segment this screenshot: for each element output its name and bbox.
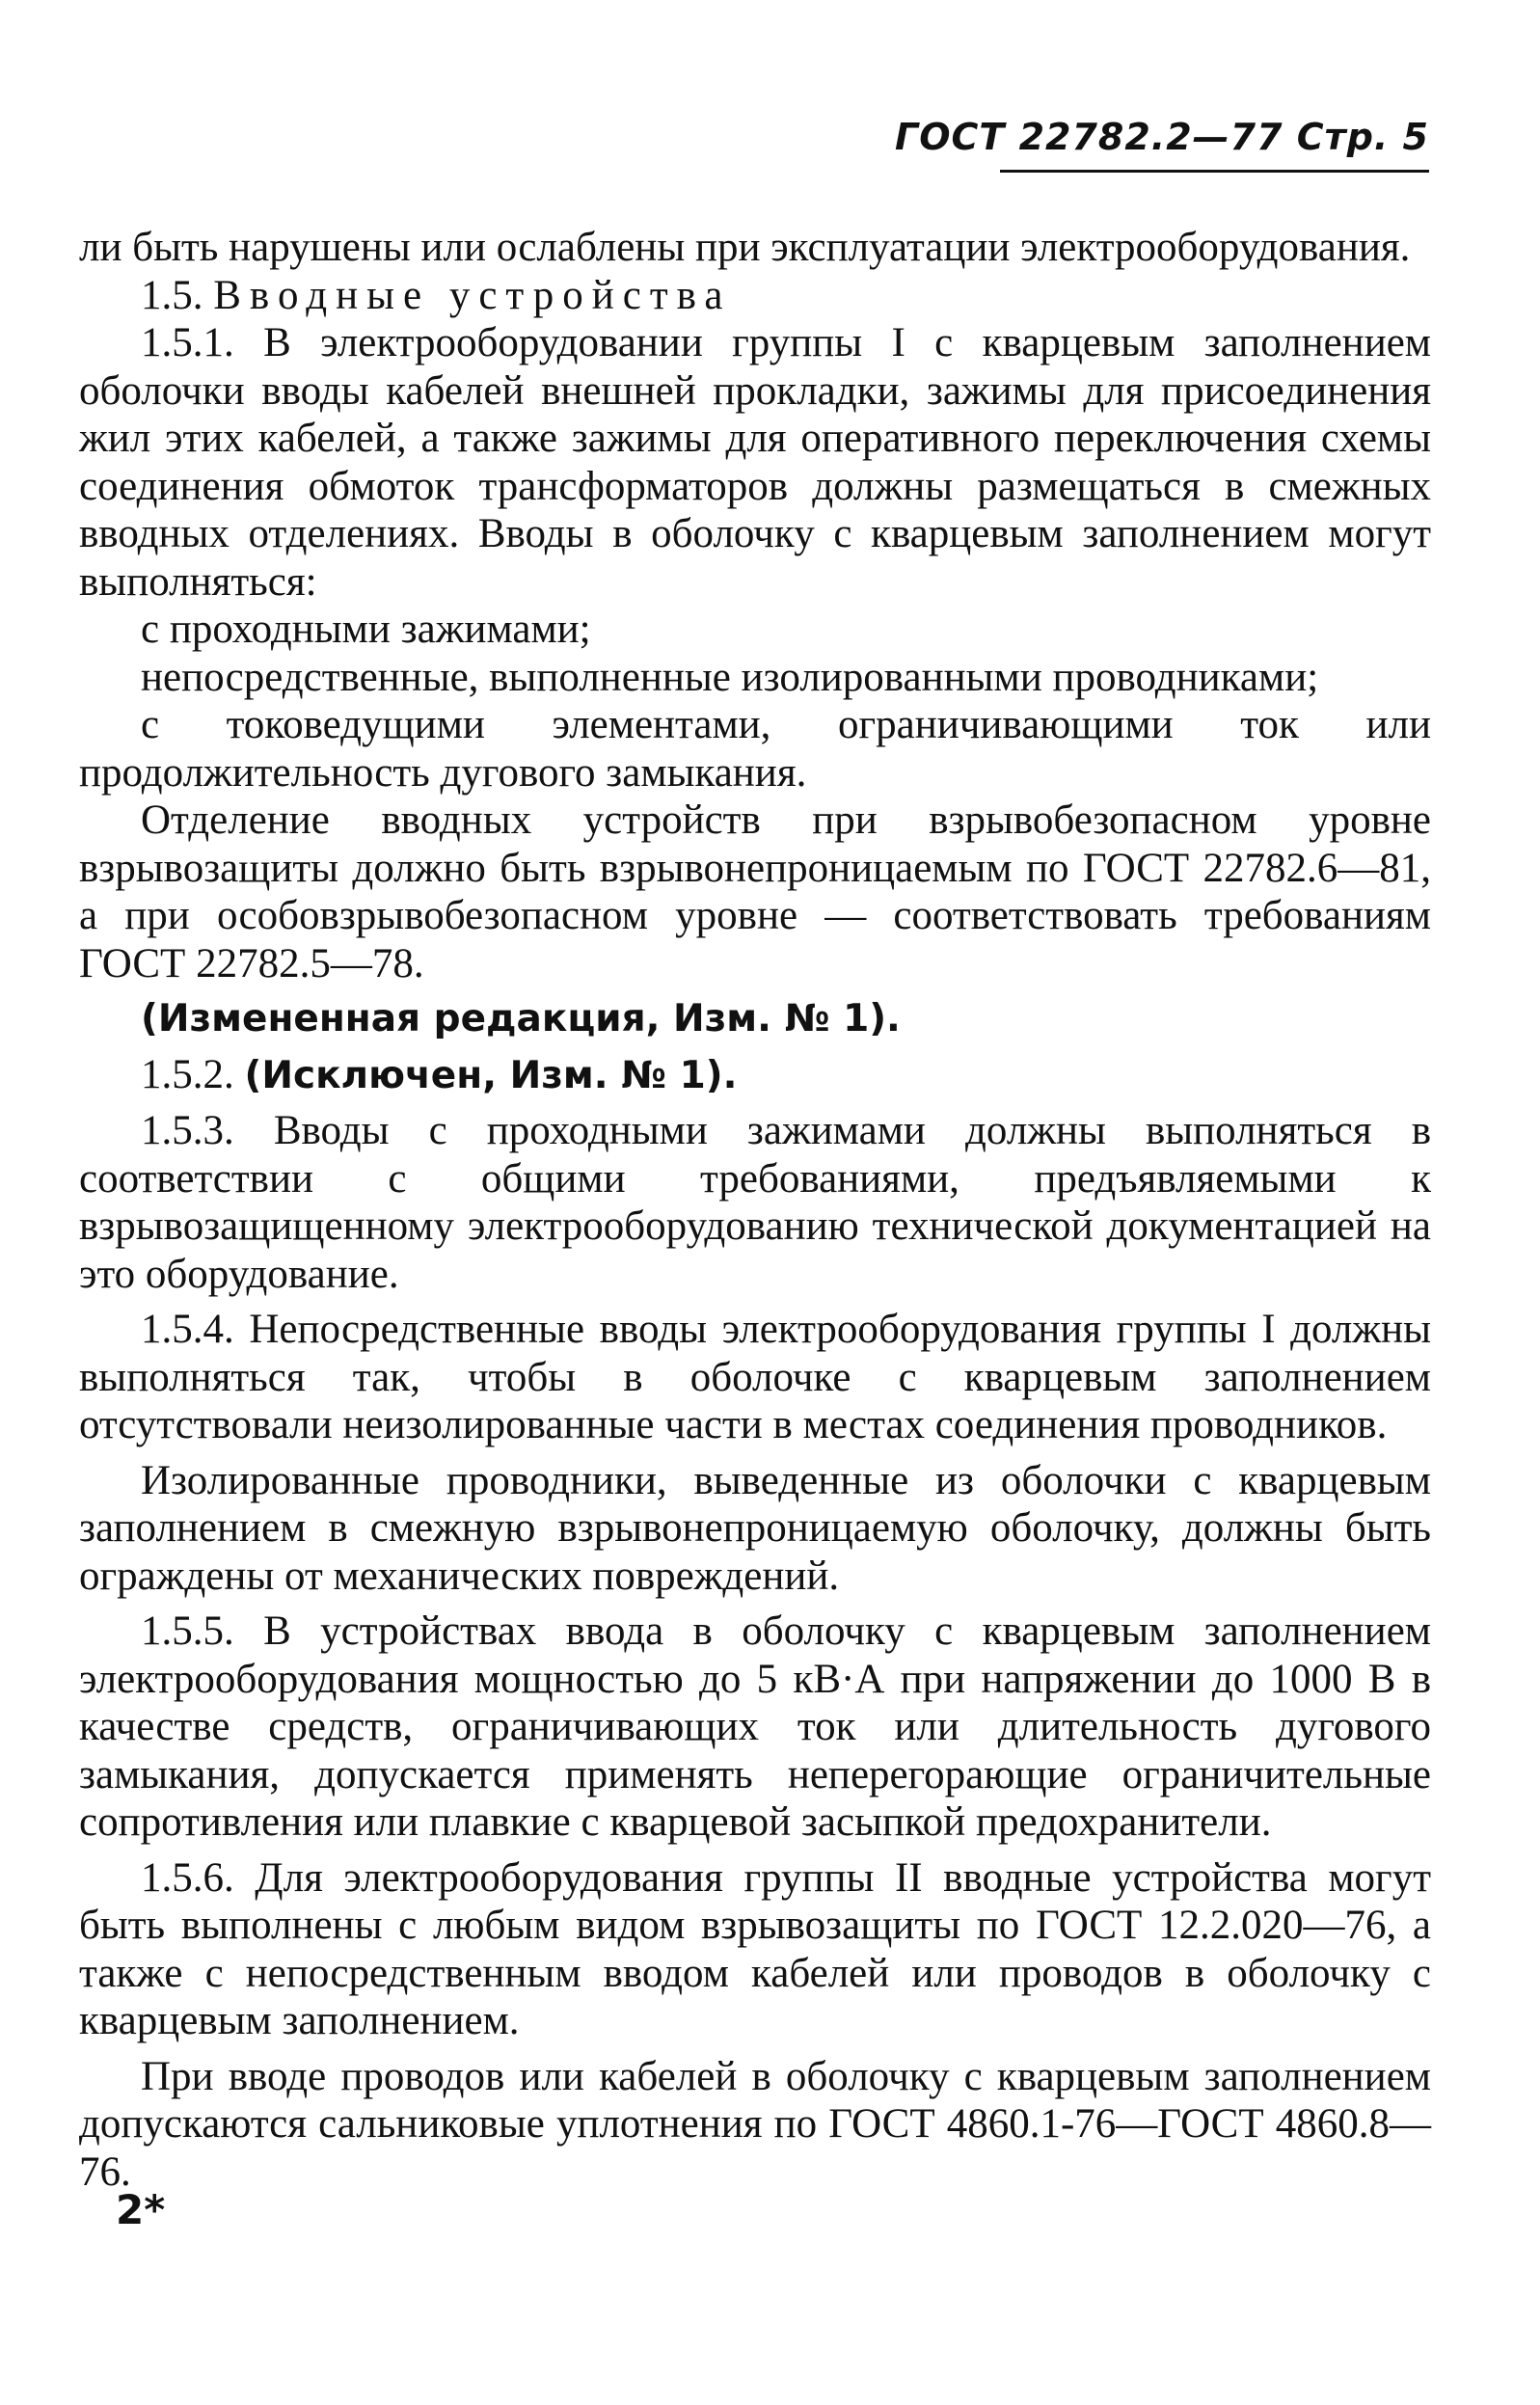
paragraph-1-5-2	[79, 1051, 1431, 1100]
clause-number: 1.5.2.	[141, 1051, 234, 1097]
paragraph-continuation: ли быть нарушены или ослаблены при эксплуатации электрооборудования.	[79, 225, 1411, 270]
paragraph-1-5-3: 1.5.3. Вводы с проходными зажимами должны выполняться в соответствии с общими требованиями, предъявляемыми к взрывозащищенному электрооборудованию технической документацией на это оборудование.	[79, 1108, 1431, 1297]
amendment-note: (Исключен, Изм. № 1).	[244, 1053, 738, 1097]
document-body	[79, 224, 1431, 2196]
paragraph: При вводе проводов или кабелей в оболочку с кварцевым заполнением допускаются сальниковые уплотнения по ГОСТ 4860.1-76—ГОСТ 4860.8—76.	[79, 2053, 1431, 2195]
section-heading	[79, 272, 1431, 320]
signature-mark: 2*	[116, 2186, 166, 2233]
paragraph-1-5-1: 1.5.1. В электрооборудовании группы I с кварцевым заполнением оболочки вводы кабелей внешней прокладки, зажимы для присоединения жил этих кабелей, а также зажимы для оперативного переключения схемы соединения обмоток трансформаторов должны размещаться в смежных вводных отделениях. Вводы в оболочку с кварцевым заполнением могут выполняться:	[79, 320, 1431, 605]
paragraph-1-5-4: 1.5.4. Непосредственные вводы электрооборудования группы I должны выполняться так, чтобы в оболочке с кварцевым заполнением отсутствовали неизолированные части в местах соединения проводников.	[79, 1307, 1431, 1447]
paragraph: Отделение вводных устройств при взрывобезопасном уровне взрывозащиты должно быть взрывонепроницаемым по ГОСТ 22782.6—81, а при особовзрывобезопасном уровне — соответствовать требованиям ГОСТ 22782.5—78.	[79, 797, 1431, 986]
section-number: 1.5.	[141, 272, 203, 318]
header-rule	[1000, 170, 1429, 173]
section-title: Вводные устройства	[213, 272, 732, 318]
amendment-note: (Измененная редакция, Изм. № 1).	[141, 997, 901, 1040]
list-item: с проходными зажимами;	[141, 607, 591, 652]
paragraph-1-5-6: 1.5.6. Для электрооборудования группы II вводные устройства могут быть выполнены с любым видом взрывозащиты по ГОСТ 12.2.020—76, а также с непосредственным вводом кабелей или проводов в оболочку с кварцевым заполнением.	[79, 1854, 1431, 2043]
list-item: с токоведущими элементами, ограничивающими ток или продолжительность дугового замыкания.	[79, 702, 1431, 796]
paragraph-1-5-5: 1.5.5. В устройствах ввода в оболочку с кварцевым заполнением электрооборудования мощностью до 5 кВ·А при напряжении до 1000 В в качестве средств, ограничивающих ток или длительность дугового замыкания, допускается применять неперегорающие ограничительные сопротивления или плавкие с кварцевой засыпкой предохранители.	[79, 1608, 1431, 1845]
list-item: непосредственные, выполненные изолированными проводниками;	[141, 654, 1319, 700]
page-header: ГОСТ 22782.2—77 Стр. 5	[895, 116, 1429, 158]
paragraph: Изолированные проводники, выведенные из оболочки с кварцевым заполнением в смежную взрывонепроницаемую оболочку, должны быть ограждены от механических повреждений.	[79, 1457, 1431, 1599]
